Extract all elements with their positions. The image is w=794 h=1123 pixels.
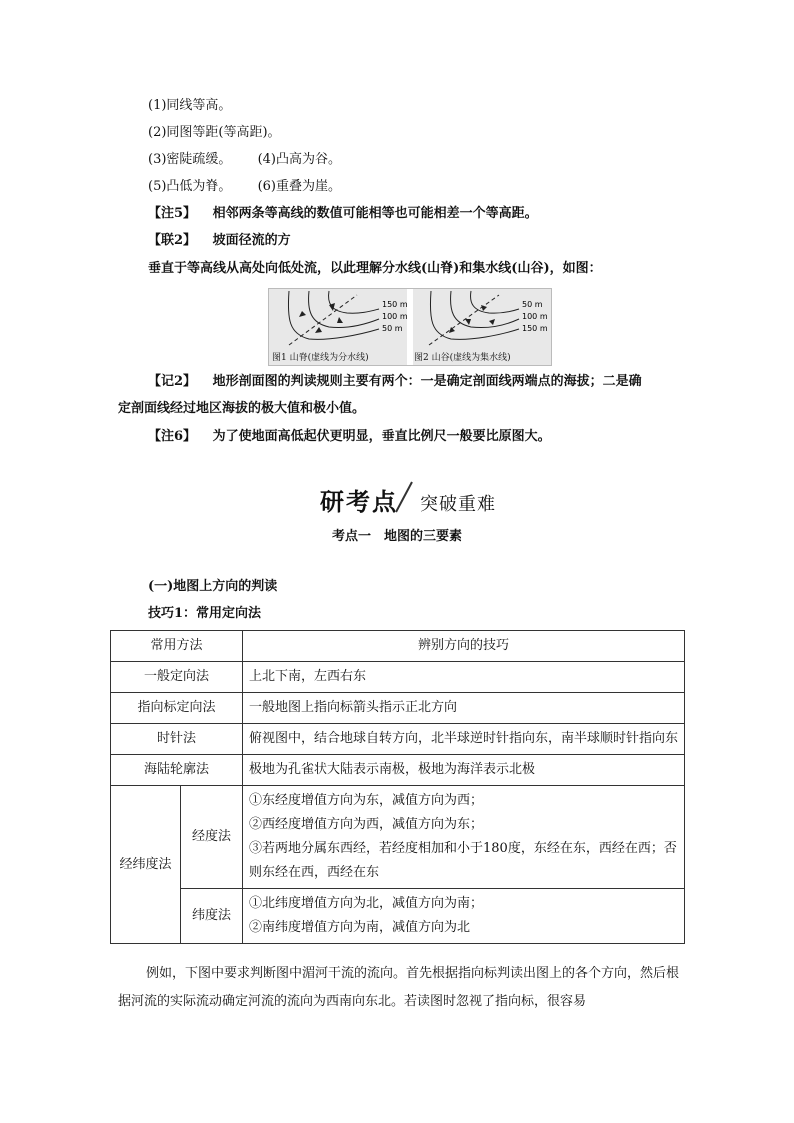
table-header (111, 631, 685, 662)
technique-cell: 俯视图中，结合地球自转方向，北半球逆时针指向东，南半球顺时针指向东 (243, 724, 685, 755)
point-4: (4)凸高为谷。 (257, 152, 341, 167)
method-cell: 经纬度法 (111, 786, 181, 944)
note-6 (148, 427, 551, 447)
link-2-tag: 【联2】 (148, 233, 197, 248)
header-technique: 辨别方向的技巧 (243, 631, 685, 662)
point-3-4 (148, 150, 341, 170)
section-banner (320, 482, 520, 516)
point-1: (1)同线等高。 (148, 98, 232, 113)
method-cell: 时针法 (111, 724, 243, 755)
table-row (111, 693, 685, 724)
point-3: (3)密陡疏缓。 (148, 152, 232, 167)
method-cell: 指向标定向法 (111, 693, 243, 724)
note-5-text: 相邻两条等高线的数值可能相等也可能相差一个等高距。 (212, 206, 538, 221)
technique-cell (243, 889, 685, 944)
point-5-6 (148, 177, 341, 197)
banner-small: 突破重难 (420, 494, 496, 515)
table-row (111, 889, 685, 944)
point-5: (5)凸低为脊。 (148, 179, 232, 194)
technique-cell (243, 786, 685, 889)
point-6: (6)重叠为崖。 (257, 179, 341, 194)
banner-big: 研考点 (320, 488, 398, 516)
table-row (111, 786, 685, 889)
technique-line: ①东经度增值方向为东，减值方向为西； (249, 793, 484, 808)
orientation-table (110, 630, 685, 944)
caption-left: 图1 山脊(虚线为分水线) (272, 353, 369, 363)
technique-line: ①北纬度增值方向为北，减值方向为南； (249, 896, 484, 911)
technique-cell: 极地为孔雀状大陆表示南极，极地为海洋表示北极 (243, 755, 685, 786)
mem-2 (148, 372, 642, 392)
technique-line: ②西经度增值方向为西，减值方向为东； (249, 817, 484, 832)
submethod-cell: 经度法 (181, 786, 243, 889)
technique-cell: 上北下南，左西右东 (243, 662, 685, 693)
right-label-1: 50 m (522, 300, 543, 309)
table-row (111, 662, 685, 693)
left-label-3: 50 m (382, 324, 403, 333)
note-5 (148, 204, 538, 224)
left-label-1: 150 m (382, 300, 408, 309)
note-6-text: 为了使地面高低起伏更明显，垂直比例尺一般要比原图大。 (212, 429, 551, 444)
link-2 (148, 231, 291, 251)
left-label-2: 100 m (382, 312, 408, 321)
runoff-text: 垂直于等高线从高处向低处流，以此理解分水线(山脊)和集水线(山谷)，如图： (148, 261, 602, 276)
skill-heading: 技巧1：常用定向法 (148, 606, 262, 621)
note-5-tag: 【注5】 (148, 206, 197, 221)
table-row (111, 724, 685, 755)
caption-right: 图2 山谷(虚线为集水线) (414, 353, 511, 363)
submethod-cell: 纬度法 (181, 889, 243, 944)
note-6-tag: 【注6】 (148, 429, 197, 444)
technique-cell: 一般地图上指向标箭头指示正北方向 (243, 693, 685, 724)
method-cell: 海陆轮廓法 (111, 755, 243, 786)
link-2-text: 坡面径流的方 (212, 233, 291, 248)
example-paragraph: 例如，下图中要求判断图中湄河干流的流向。首先根据指向标判读出图上的各个方向，然后根据河流的实际流动确定河流的流向为西南向东北。若读图时忽视了指向标，很容易 (118, 966, 680, 1009)
method-cell: 一般定向法 (111, 662, 243, 693)
table-row (111, 755, 685, 786)
technique-line: ③若两地分属东西经，若经度相加和小于180度，东经在东，西经在西；否则东经在西，西经在东 (249, 841, 677, 880)
topic-title: 考点一 地图的三要素 (331, 529, 462, 544)
point-2: (2)同图等距(等高距)。 (148, 125, 281, 140)
header-method: 常用方法 (111, 631, 243, 662)
technique-line: ②南纬度增值方向为南，减值方向为北 (249, 920, 471, 935)
right-label-2: 100 m (522, 312, 548, 321)
mem-2-text: 地形剖面图的判读规则主要有两个：一是确定剖面线两端点的海拔；二是确 (212, 374, 642, 389)
section-heading: (一)地图上方向的判读 (148, 579, 278, 594)
mem-2-cont: 定剖面线经过地区海拔的极大值和极小值。 (118, 401, 366, 416)
mem-2-tag: 【记2】 (148, 374, 197, 389)
right-label-3: 150 m (522, 324, 548, 333)
